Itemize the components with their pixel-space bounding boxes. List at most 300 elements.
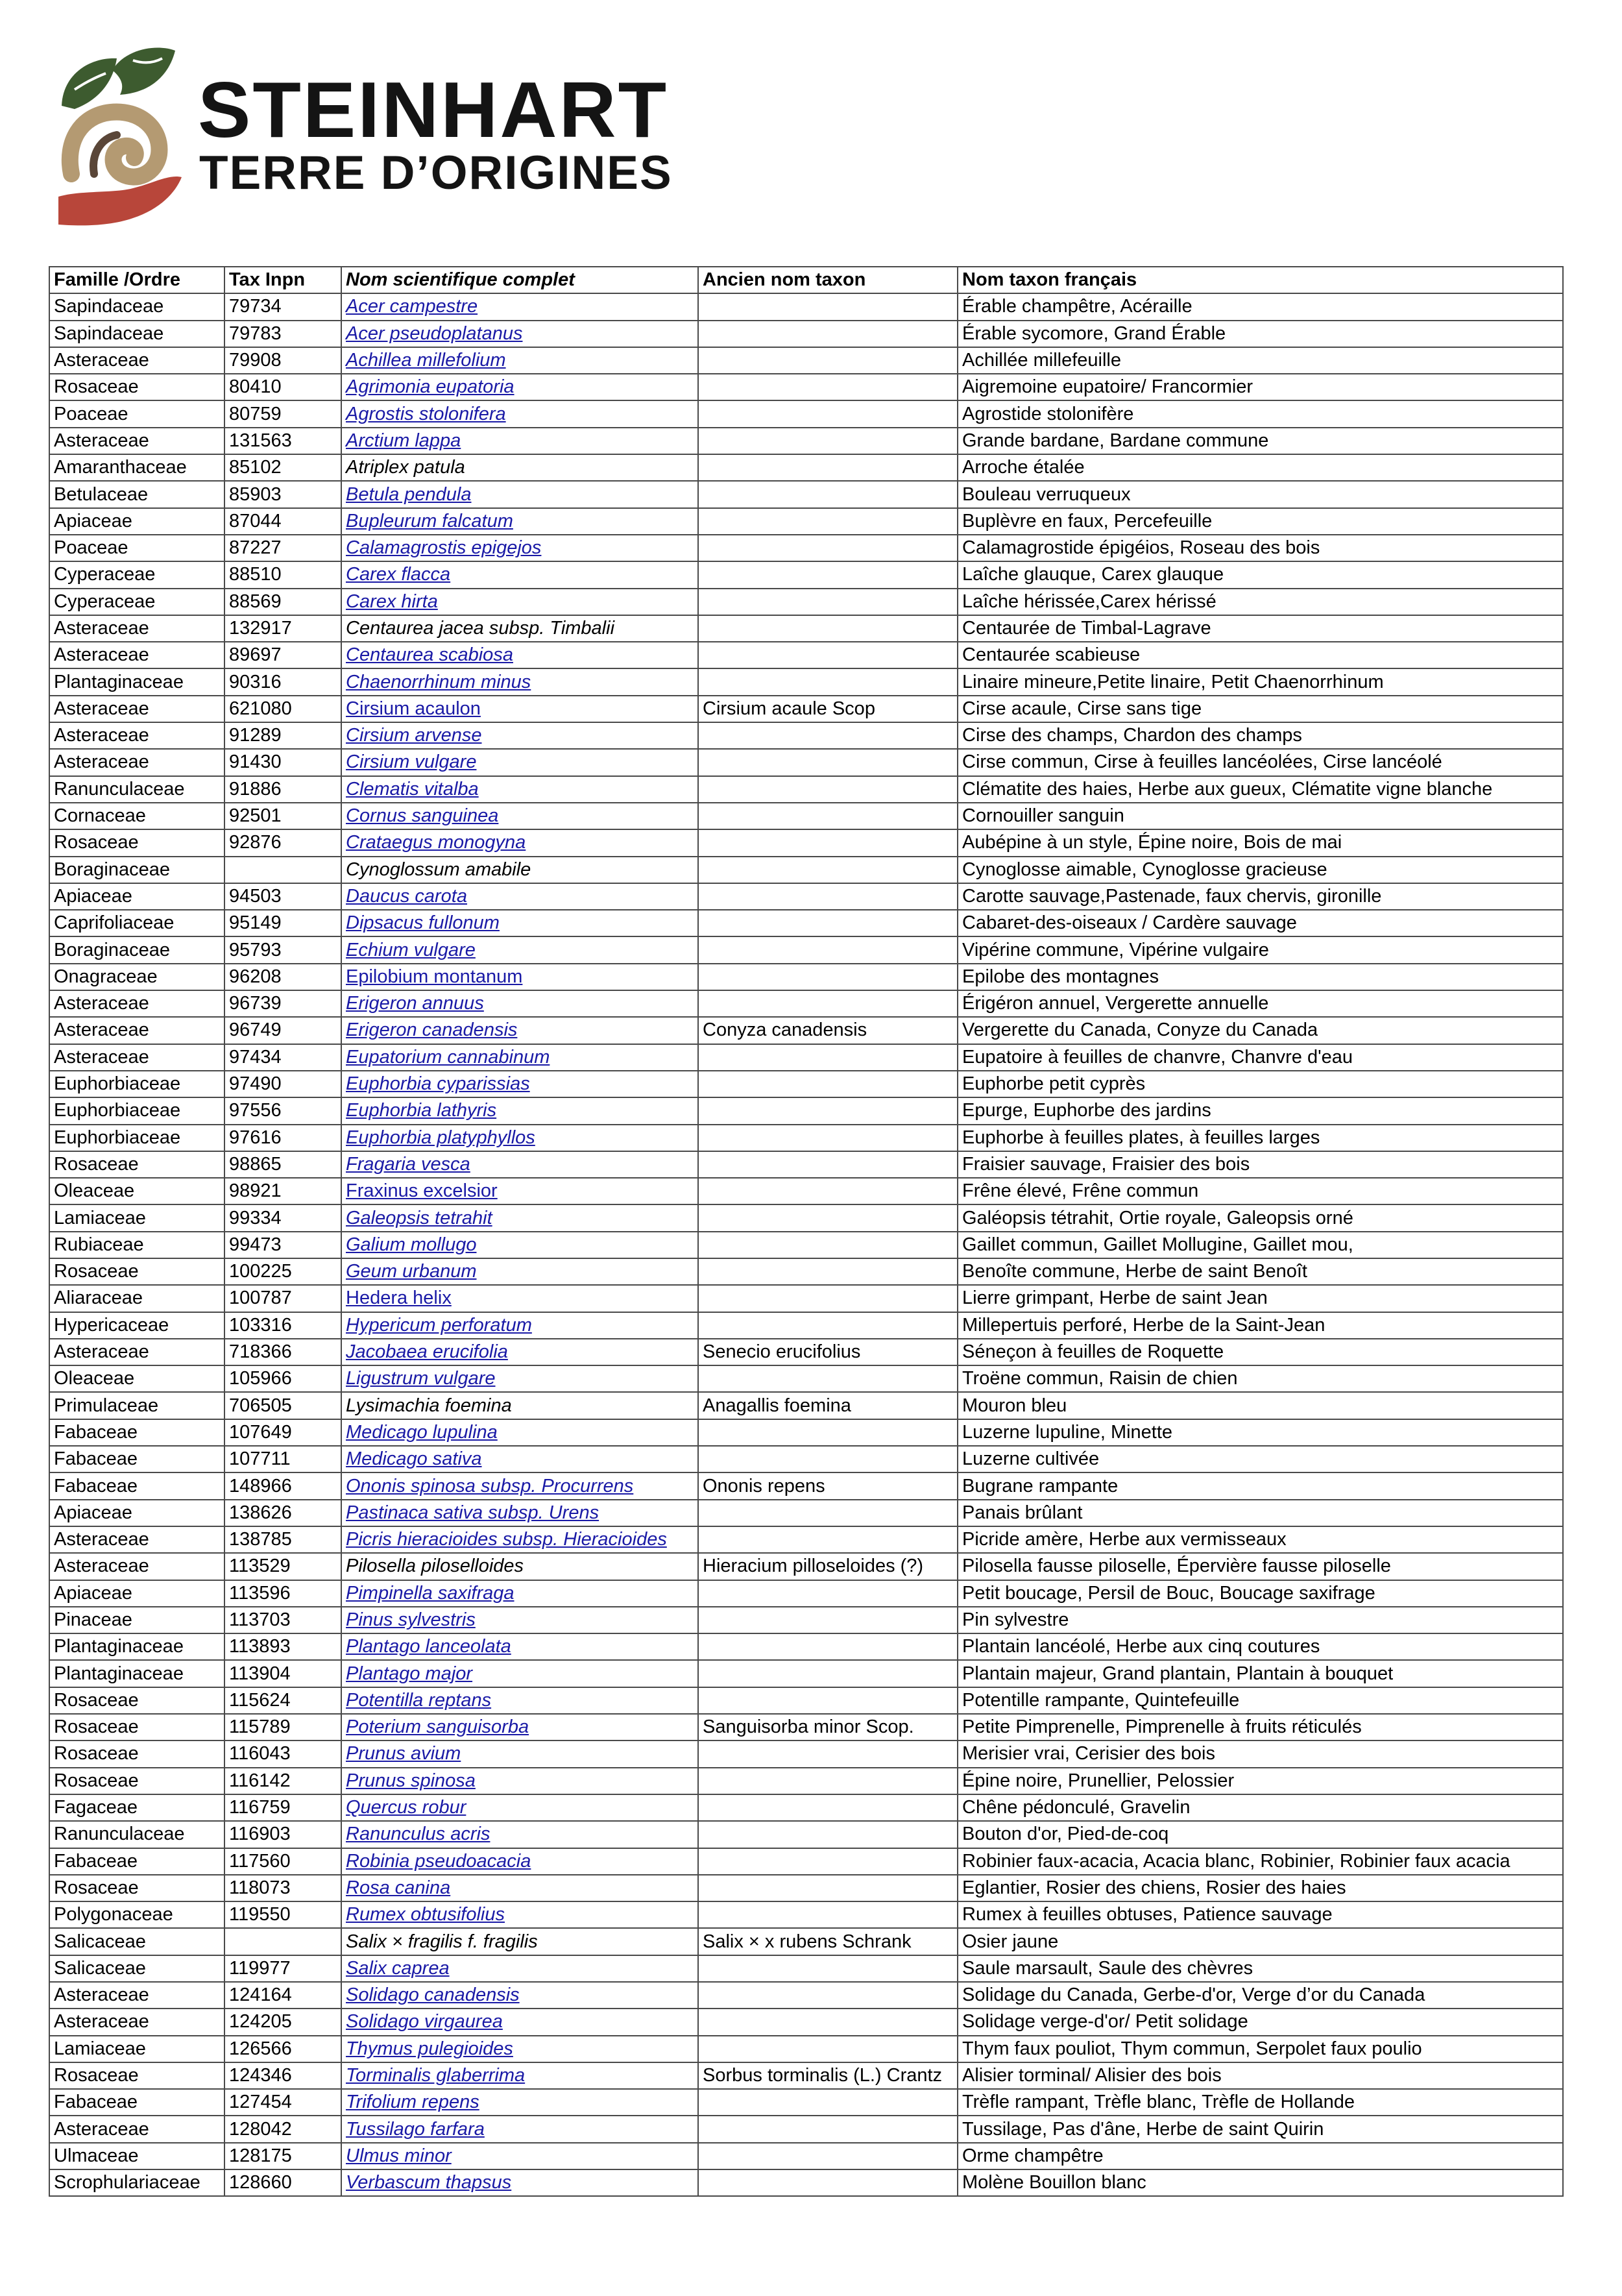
cell-ancien-nom xyxy=(698,1285,958,1312)
cell-famille: Sapindaceae xyxy=(49,293,224,320)
cell-scientific-name[interactable]: Carex flacca xyxy=(341,561,698,588)
cell-ancien-nom xyxy=(698,722,958,749)
cell-ancien-nom xyxy=(698,2036,958,2062)
cell-ancien-nom xyxy=(698,829,958,856)
cell-tax: 92501 xyxy=(224,803,341,829)
cell-ancien-nom xyxy=(698,454,958,481)
cell-scientific-name[interactable]: Erigeron canadensis xyxy=(341,1017,698,1044)
cell-ancien-nom xyxy=(698,400,958,427)
cell-ancien-nom: Salix × x rubens Schrank xyxy=(698,1928,958,1955)
cell-ancien-nom: Ononis repens xyxy=(698,1472,958,1499)
cell-famille: Lamiaceae xyxy=(49,2036,224,2062)
logo-emblem-icon xyxy=(55,44,185,232)
cell-nom-francais: Cirse acaule, Cirse sans tige xyxy=(958,696,1563,722)
table-row xyxy=(49,910,1563,936)
cell-scientific-name: Lysimachia foemina xyxy=(341,1392,698,1419)
table-row xyxy=(49,1204,1563,1231)
cell-famille: Plantaginaceae xyxy=(49,1633,224,1660)
cell-scientific-name[interactable]: Verbascum thapsus xyxy=(341,2169,698,2196)
cell-scientific-name[interactable]: Fraxinus excelsior xyxy=(341,1178,698,1204)
cell-nom-francais: Gaillet commun, Gaillet Mollugine, Gaillet mou, xyxy=(958,1232,1563,1258)
cell-famille: Asteraceae xyxy=(49,1553,224,1580)
cell-ancien-nom xyxy=(698,1178,958,1204)
cell-nom-francais: Benoîte commune, Herbe de saint Benoît xyxy=(958,1258,1563,1285)
table-row xyxy=(49,321,1563,347)
cell-tax xyxy=(224,857,341,883)
cell-famille: Oleaceae xyxy=(49,1178,224,1204)
cell-tax: 80410 xyxy=(224,374,341,400)
cell-scientific-name[interactable]: Geum urbanum xyxy=(341,1258,698,1285)
cell-tax: 115624 xyxy=(224,1687,341,1714)
cell-ancien-nom xyxy=(698,1500,958,1526)
table-row xyxy=(49,1687,1563,1714)
cell-famille: Hypericaceae xyxy=(49,1312,224,1339)
cell-famille: Polygonaceae xyxy=(49,1901,224,1928)
cell-scientific-name[interactable]: Prunus spinosa xyxy=(341,1768,698,1794)
cell-ancien-nom xyxy=(698,1125,958,1151)
cell-ancien-nom xyxy=(698,589,958,615)
table-row xyxy=(49,1365,1563,1392)
cell-tax: 99473 xyxy=(224,1232,341,1258)
cell-nom-francais: Rumex à feuilles obtuses, Patience sauvage xyxy=(958,1901,1563,1928)
cell-famille: Ranunculaceae xyxy=(49,1821,224,1848)
cell-scientific-name[interactable]: Dipsacus fullonum xyxy=(341,910,698,936)
cell-famille: Fabaceae xyxy=(49,1472,224,1499)
table-row xyxy=(49,1017,1563,1044)
cell-tax: 94503 xyxy=(224,883,341,910)
cell-scientific-name[interactable]: Clematis vitalba xyxy=(341,776,698,803)
cell-ancien-nom xyxy=(698,964,958,990)
cell-nom-francais: Clématite des haies, Herbe aux gueux, Clématite vigne blanche xyxy=(958,776,1563,803)
cell-ancien-nom xyxy=(698,615,958,642)
cell-tax: 87227 xyxy=(224,535,341,561)
table-row xyxy=(49,668,1563,695)
cell-tax: 96208 xyxy=(224,964,341,990)
table-row xyxy=(49,1794,1563,1821)
table-row xyxy=(49,2062,1563,2089)
cell-tax: 100225 xyxy=(224,1258,341,1285)
cell-nom-francais: Laîche hérissée,Carex hérissé xyxy=(958,589,1563,615)
cell-scientific-name[interactable]: Calamagrostis epigejos xyxy=(341,535,698,561)
cell-ancien-nom xyxy=(698,347,958,374)
cell-ancien-nom xyxy=(698,1901,958,1928)
cell-tax: 90316 xyxy=(224,668,341,695)
cell-tax: 138785 xyxy=(224,1526,341,1553)
cell-tax: 116903 xyxy=(224,1821,341,1848)
table-row xyxy=(49,428,1563,454)
cell-nom-francais: Buplèvre en faux, Percefeuille xyxy=(958,508,1563,535)
col-header-fr: Nom taxon français xyxy=(958,267,1563,293)
cell-nom-francais: Aubépine à un style, Épine noire, Bois de mai xyxy=(958,829,1563,856)
cell-ancien-nom xyxy=(698,1419,958,1446)
cell-scientific-name[interactable]: Potentilla reptans xyxy=(341,1687,698,1714)
cell-nom-francais: Petite Pimprenelle, Pimprenelle à fruits réticulés xyxy=(958,1714,1563,1740)
cell-tax: 127454 xyxy=(224,2089,341,2116)
cell-famille: Asteraceae xyxy=(49,696,224,722)
cell-nom-francais: Vipérine commune, Vipérine vulgaire xyxy=(958,936,1563,963)
cell-tax: 124346 xyxy=(224,2062,341,2089)
cell-scientific-name[interactable]: Ligustrum vulgare xyxy=(341,1365,698,1392)
cell-famille: Rosaceae xyxy=(49,1875,224,1901)
cell-scientific-name: Centaurea jacea subsp. Timbalii xyxy=(341,615,698,642)
table-row xyxy=(49,1472,1563,1499)
table-row xyxy=(49,1821,1563,1848)
cell-tax: 98921 xyxy=(224,1178,341,1204)
cell-scientific-name[interactable]: Hedera helix xyxy=(341,1285,698,1312)
cell-nom-francais: Potentille rampante, Quintefeuille xyxy=(958,1687,1563,1714)
cell-tax: 621080 xyxy=(224,696,341,722)
cell-tax: 85903 xyxy=(224,481,341,507)
table-row xyxy=(49,1848,1563,1875)
cell-tax: 79908 xyxy=(224,347,341,374)
cell-famille: Ulmaceae xyxy=(49,2143,224,2169)
cell-ancien-nom xyxy=(698,857,958,883)
cell-nom-francais: Euphorbe à feuilles plates, à feuilles larges xyxy=(958,1125,1563,1151)
cell-tax: 113529 xyxy=(224,1553,341,1580)
cell-scientific-name[interactable]: Ranunculus acris xyxy=(341,1821,698,1848)
col-header-ancien: Ancien nom taxon xyxy=(698,267,958,293)
cell-tax: 113596 xyxy=(224,1580,341,1607)
cell-ancien-nom xyxy=(698,910,958,936)
cell-scientific-name[interactable]: Torminalis glaberrima xyxy=(341,2062,698,2089)
table-row xyxy=(49,1928,1563,1955)
table-row xyxy=(49,696,1563,722)
cell-famille: Salicaceae xyxy=(49,1955,224,1982)
cell-scientific-name[interactable]: Cirsium vulgare xyxy=(341,749,698,776)
cell-nom-francais: Laîche glauque, Carex glauque xyxy=(958,561,1563,588)
cell-ancien-nom: Sorbus torminalis (L.) Crantz xyxy=(698,2062,958,2089)
cell-ancien-nom xyxy=(698,1607,958,1633)
cell-tax: 126566 xyxy=(224,2036,341,2062)
cell-famille: Rosaceae xyxy=(49,1151,224,1178)
cell-scientific-name[interactable]: Fragaria vesca xyxy=(341,1151,698,1178)
cell-tax: 131563 xyxy=(224,428,341,454)
cell-ancien-nom xyxy=(698,1071,958,1097)
cell-nom-francais: Érigéron annuel, Vergerette annuelle xyxy=(958,990,1563,1017)
cell-tax: 107649 xyxy=(224,1419,341,1446)
cell-tax: 91289 xyxy=(224,722,341,749)
cell-nom-francais: Merisier vrai, Cerisier des bois xyxy=(958,1740,1563,1767)
cell-scientific-name[interactable]: Eupatorium cannabinum xyxy=(341,1044,698,1071)
cell-tax: 718366 xyxy=(224,1339,341,1365)
cell-scientific-name[interactable]: Picris hieracioides subsp. Hieracioides xyxy=(341,1526,698,1553)
cell-tax: 103316 xyxy=(224,1312,341,1339)
table-row xyxy=(49,293,1563,320)
cell-famille: Scrophulariaceae xyxy=(49,2169,224,2196)
cell-scientific-name[interactable]: Achillea millefolium xyxy=(341,347,698,374)
cell-nom-francais: Carotte sauvage,Pastenade, faux chervis, gironille xyxy=(958,883,1563,910)
cell-nom-francais: Bouleau verruqueux xyxy=(958,481,1563,507)
cell-ancien-nom xyxy=(698,374,958,400)
cell-famille: Asteraceae xyxy=(49,642,224,668)
cell-scientific-name[interactable]: Cirsium arvense xyxy=(341,722,698,749)
cell-famille: Asteraceae xyxy=(49,990,224,1017)
cell-ancien-nom xyxy=(698,642,958,668)
table-row xyxy=(49,1419,1563,1446)
cell-tax: 80759 xyxy=(224,400,341,427)
cell-nom-francais: Plantain majeur, Grand plantain, Plantain à bouquet xyxy=(958,1660,1563,1687)
table-row xyxy=(49,1580,1563,1607)
brand-tagline: TERRE D’ORIGINES xyxy=(199,147,673,199)
cell-ancien-nom xyxy=(698,936,958,963)
cell-scientific-name[interactable]: Ononis spinosa subsp. Procurrens xyxy=(341,1472,698,1499)
table-row xyxy=(49,1258,1563,1285)
cell-nom-francais: Panais brûlant xyxy=(958,1500,1563,1526)
cell-famille: Asteraceae xyxy=(49,722,224,749)
cell-scientific-name[interactable]: Ulmus minor xyxy=(341,2143,698,2169)
cell-ancien-nom xyxy=(698,1312,958,1339)
table-row xyxy=(49,1768,1563,1794)
cell-nom-francais: Solidage du Canada, Gerbe-d'or, Verge d’or du Canada xyxy=(958,1982,1563,2009)
cell-ancien-nom xyxy=(698,1365,958,1392)
cell-scientific-name[interactable]: Medicago lupulina xyxy=(341,1419,698,1446)
table-row xyxy=(49,803,1563,829)
cell-scientific-name: Atriplex patula xyxy=(341,454,698,481)
cell-scientific-name[interactable]: Rumex obtusifolius xyxy=(341,1901,698,1928)
cell-ancien-nom xyxy=(698,1794,958,1821)
cell-tax: 118073 xyxy=(224,1875,341,1901)
cell-famille: Cyperaceae xyxy=(49,561,224,588)
cell-nom-francais: Achillée millefeuille xyxy=(958,347,1563,374)
table-row xyxy=(49,2036,1563,2062)
table-row xyxy=(49,1901,1563,1928)
cell-scientific-name[interactable]: Euphorbia lathyris xyxy=(341,1097,698,1124)
cell-famille: Fabaceae xyxy=(49,1446,224,1472)
table-row xyxy=(49,1607,1563,1633)
table-row xyxy=(49,1553,1563,1580)
cell-famille: Rosaceae xyxy=(49,374,224,400)
cell-tax: 97616 xyxy=(224,1125,341,1151)
cell-famille: Fabaceae xyxy=(49,2089,224,2116)
cell-scientific-name[interactable]: Centaurea scabiosa xyxy=(341,642,698,668)
cell-famille: Rosaceae xyxy=(49,1740,224,1767)
cell-scientific-name[interactable]: Salix caprea xyxy=(341,1955,698,1982)
cell-tax: 128042 xyxy=(224,2116,341,2142)
cell-scientific-name[interactable]: Thymus pulegioides xyxy=(341,2036,698,2062)
cell-nom-francais: Agrostide stolonifère xyxy=(958,400,1563,427)
table-row xyxy=(49,829,1563,856)
cell-famille: Primulaceae xyxy=(49,1392,224,1419)
cell-scientific-name[interactable]: Trifolium repens xyxy=(341,2089,698,2116)
cell-tax: 124205 xyxy=(224,2009,341,2035)
cell-ancien-nom xyxy=(698,883,958,910)
cell-ancien-nom xyxy=(698,1580,958,1607)
cell-famille: Cyperaceae xyxy=(49,589,224,615)
cell-scientific-name[interactable]: Crataegus monogyna xyxy=(341,829,698,856)
table-header-row xyxy=(49,267,1563,293)
cell-scientific-name[interactable]: Plantago lanceolata xyxy=(341,1633,698,1660)
table-row xyxy=(49,1178,1563,1204)
cell-scientific-name[interactable]: Tussilago farfara xyxy=(341,2116,698,2142)
cell-scientific-name[interactable]: Solidago canadensis xyxy=(341,1982,698,2009)
cell-ancien-nom xyxy=(698,990,958,1017)
cell-scientific-name[interactable]: Poterium sanguisorba xyxy=(341,1714,698,1740)
cell-famille: Rosaceae xyxy=(49,1258,224,1285)
cell-ancien-nom xyxy=(698,1097,958,1124)
cell-ancien-nom xyxy=(698,1526,958,1553)
cell-scientific-name[interactable]: Agrostis stolonifera xyxy=(341,400,698,427)
cell-nom-francais: Séneçon à feuilles de Roquette xyxy=(958,1339,1563,1365)
cell-ancien-nom xyxy=(698,1258,958,1285)
plant-table xyxy=(49,266,1564,2197)
cell-scientific-name[interactable]: Galeopsis tetrahit xyxy=(341,1204,698,1231)
cell-scientific-name[interactable]: Pastinaca sativa subsp. Urens xyxy=(341,1500,698,1526)
cell-famille: Plantaginaceae xyxy=(49,668,224,695)
cell-nom-francais: Plantain lancéolé, Herbe aux cinq coutures xyxy=(958,1633,1563,1660)
cell-tax: 116759 xyxy=(224,1794,341,1821)
cell-ancien-nom xyxy=(698,749,958,776)
cell-nom-francais: Euphorbe petit cyprès xyxy=(958,1071,1563,1097)
cell-famille: Salicaceae xyxy=(49,1928,224,1955)
cell-ancien-nom xyxy=(698,2089,958,2116)
cell-scientific-name[interactable]: Cirsium acaulon xyxy=(341,696,698,722)
col-header-tax: Tax Inpn xyxy=(224,267,341,293)
cell-scientific-name[interactable]: Cornus sanguinea xyxy=(341,803,698,829)
cell-scientific-name[interactable]: Hypericum perforatum xyxy=(341,1312,698,1339)
table-row xyxy=(49,722,1563,749)
cell-famille: Euphorbiaceae xyxy=(49,1071,224,1097)
cell-tax: 105966 xyxy=(224,1365,341,1392)
cell-nom-francais: Molène Bouillon blanc xyxy=(958,2169,1563,2196)
cell-scientific-name[interactable]: Jacobaea erucifolia xyxy=(341,1339,698,1365)
cell-nom-francais: Orme champêtre xyxy=(958,2143,1563,2169)
cell-tax: 97490 xyxy=(224,1071,341,1097)
table-row xyxy=(49,1071,1563,1097)
cell-famille: Rosaceae xyxy=(49,1768,224,1794)
cell-scientific-name[interactable]: Arctium lappa xyxy=(341,428,698,454)
cell-scientific-name[interactable]: Solidago virgaurea xyxy=(341,2009,698,2035)
cell-ancien-nom xyxy=(698,481,958,507)
cell-tax: 96749 xyxy=(224,1017,341,1044)
table-row xyxy=(49,400,1563,427)
table-row xyxy=(49,2169,1563,2196)
cell-ancien-nom: Senecio erucifolius xyxy=(698,1339,958,1365)
cell-tax: 706505 xyxy=(224,1392,341,1419)
cell-tax: 88510 xyxy=(224,561,341,588)
cell-ancien-nom: Conyza canadensis xyxy=(698,1017,958,1044)
table-row xyxy=(49,883,1563,910)
table-row xyxy=(49,1097,1563,1124)
cell-tax: 97434 xyxy=(224,1044,341,1071)
cell-nom-francais: Robinier faux-acacia, Acacia blanc, Robinier, Robinier faux acacia xyxy=(958,1848,1563,1875)
cell-nom-francais: Épine noire, Prunellier, Pelossier xyxy=(958,1768,1563,1794)
cell-ancien-nom xyxy=(698,293,958,320)
cell-scientific-name[interactable]: Acer pseudoplatanus xyxy=(341,321,698,347)
cell-ancien-nom xyxy=(698,2169,958,2196)
cell-famille: Rosaceae xyxy=(49,1714,224,1740)
cell-ancien-nom xyxy=(698,776,958,803)
cell-scientific-name: Cynoglossum amabile xyxy=(341,857,698,883)
cell-famille: Asteraceae xyxy=(49,428,224,454)
cell-scientific-name[interactable]: Pimpinella saxifraga xyxy=(341,1580,698,1607)
cell-nom-francais: Calamagrostide épigéios, Roseau des bois xyxy=(958,535,1563,561)
cell-scientific-name[interactable]: Chaenorrhinum minus xyxy=(341,668,698,695)
cell-tax: 107711 xyxy=(224,1446,341,1472)
cell-ancien-nom xyxy=(698,2116,958,2142)
cell-scientific-name[interactable]: Agrimonia eupatoria xyxy=(341,374,698,400)
cell-tax: 116142 xyxy=(224,1768,341,1794)
cell-scientific-name[interactable]: Daucus carota xyxy=(341,883,698,910)
cell-famille: Rubiaceae xyxy=(49,1232,224,1258)
col-header-sci: Nom scientifique complet xyxy=(341,267,698,293)
table-row xyxy=(49,508,1563,535)
cell-famille: Plantaginaceae xyxy=(49,1660,224,1687)
table-row xyxy=(49,1500,1563,1526)
cell-scientific-name[interactable]: Epilobium montanum xyxy=(341,964,698,990)
cell-scientific-name[interactable]: Robinia pseudoacacia xyxy=(341,1848,698,1875)
cell-famille: Euphorbiaceae xyxy=(49,1125,224,1151)
cell-scientific-name: Pilosella piloselloides xyxy=(341,1553,698,1580)
cell-famille: Ranunculaceae xyxy=(49,776,224,803)
cell-famille: Poaceae xyxy=(49,400,224,427)
cell-tax: 148966 xyxy=(224,1472,341,1499)
table-row xyxy=(49,2116,1563,2142)
cell-scientific-name[interactable]: Medicago sativa xyxy=(341,1446,698,1472)
cell-tax: 96739 xyxy=(224,990,341,1017)
cell-scientific-name[interactable]: Euphorbia platyphyllos xyxy=(341,1125,698,1151)
cell-famille: Fagaceae xyxy=(49,1794,224,1821)
cell-tax: 132917 xyxy=(224,615,341,642)
cell-nom-francais: Linaire mineure,Petite linaire, Petit Chaenorrhinum xyxy=(958,668,1563,695)
table-row xyxy=(49,589,1563,615)
cell-nom-francais: Eupatoire à feuilles de chanvre, Chanvre d'eau xyxy=(958,1044,1563,1071)
table-row xyxy=(49,857,1563,883)
table-row xyxy=(49,1982,1563,2009)
cell-famille: Onagraceae xyxy=(49,964,224,990)
cell-nom-francais: Tussilage, Pas d'âne, Herbe de saint Quirin xyxy=(958,2116,1563,2142)
cell-ancien-nom xyxy=(698,1232,958,1258)
table-row xyxy=(49,1955,1563,1982)
cell-ancien-nom xyxy=(698,428,958,454)
cell-tax: 113703 xyxy=(224,1607,341,1633)
cell-nom-francais: Chêne pédonculé, Gravelin xyxy=(958,1794,1563,1821)
cell-scientific-name[interactable]: Quercus robur xyxy=(341,1794,698,1821)
cell-tax: 97556 xyxy=(224,1097,341,1124)
cell-nom-francais: Epurge, Euphorbe des jardins xyxy=(958,1097,1563,1124)
cell-tax: 87044 xyxy=(224,508,341,535)
cell-nom-francais: Galéopsis tétrahit, Ortie royale, Galeopsis orné xyxy=(958,1204,1563,1231)
cell-scientific-name: Salix × fragilis f. fragilis xyxy=(341,1928,698,1955)
cell-scientific-name[interactable]: Betula pendula xyxy=(341,481,698,507)
cell-ancien-nom xyxy=(698,1740,958,1767)
cell-scientific-name[interactable]: Acer campestre xyxy=(341,293,698,320)
cell-scientific-name[interactable]: Bupleurum falcatum xyxy=(341,508,698,535)
cell-scientific-name[interactable]: Pinus sylvestris xyxy=(341,1607,698,1633)
cell-tax: 115789 xyxy=(224,1714,341,1740)
table-row xyxy=(49,1392,1563,1419)
cell-famille: Oleaceae xyxy=(49,1365,224,1392)
cell-scientific-name[interactable]: Echium vulgare xyxy=(341,936,698,963)
cell-scientific-name[interactable]: Galium mollugo xyxy=(341,1232,698,1258)
cell-famille: Asteraceae xyxy=(49,347,224,374)
cell-famille: Boraginaceae xyxy=(49,936,224,963)
cell-scientific-name[interactable]: Erigeron annuus xyxy=(341,990,698,1017)
cell-nom-francais: Bugrane rampante xyxy=(958,1472,1563,1499)
cell-nom-francais: Pin sylvestre xyxy=(958,1607,1563,1633)
cell-tax: 79783 xyxy=(224,321,341,347)
cell-tax: 91430 xyxy=(224,749,341,776)
cell-scientific-name[interactable]: Prunus avium xyxy=(341,1740,698,1767)
table-row xyxy=(49,454,1563,481)
cell-famille: Rosaceae xyxy=(49,2062,224,2089)
cell-scientific-name[interactable]: Carex hirta xyxy=(341,589,698,615)
table-row xyxy=(49,561,1563,588)
brand-logo xyxy=(55,44,678,232)
cell-scientific-name[interactable]: Euphorbia cyparissias xyxy=(341,1071,698,1097)
cell-scientific-name[interactable]: Plantago major xyxy=(341,1660,698,1687)
cell-scientific-name[interactable]: Rosa canina xyxy=(341,1875,698,1901)
table-row xyxy=(49,1125,1563,1151)
